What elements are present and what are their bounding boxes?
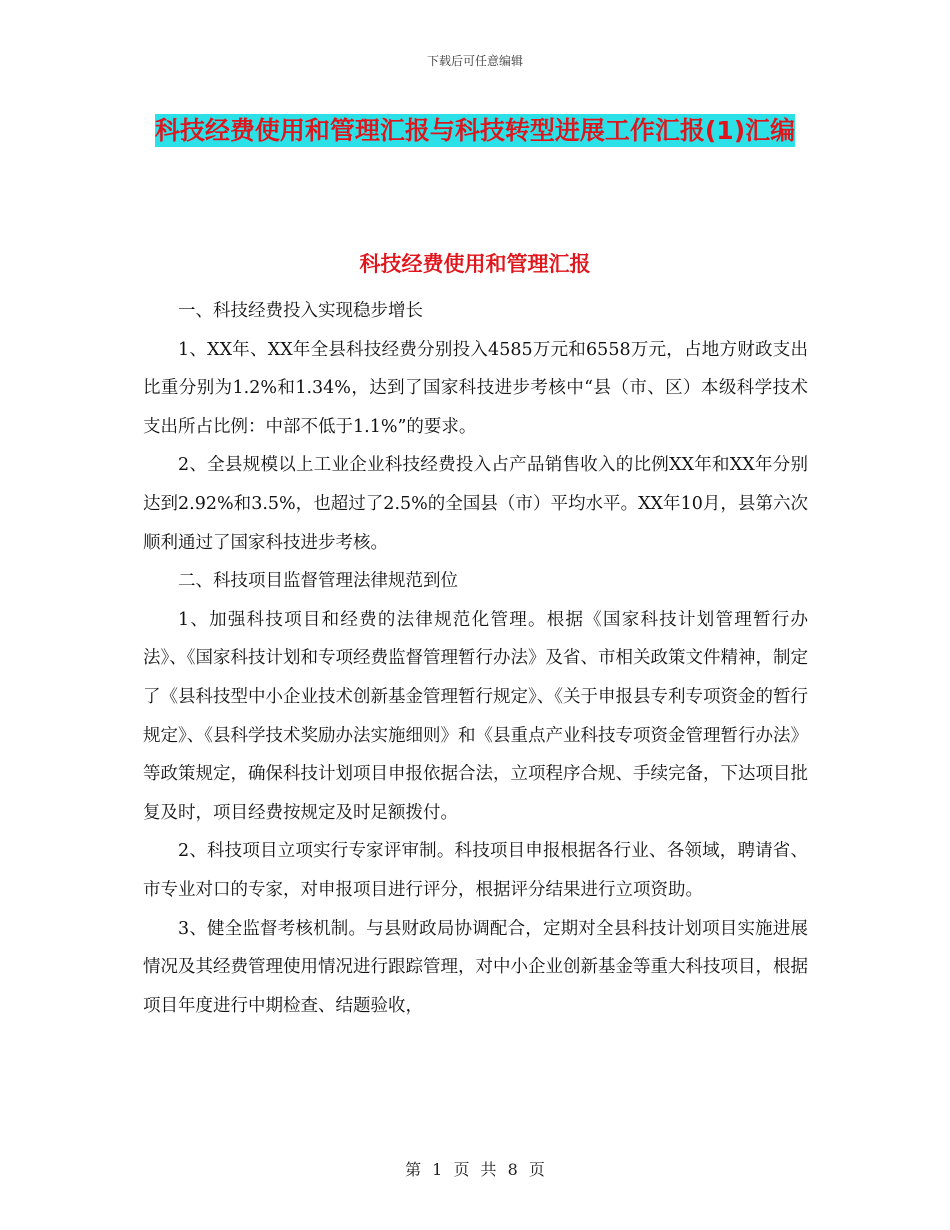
document-title-text: 科技经费使用和管理汇报与科技转型进展工作汇报(1)汇编	[154, 116, 796, 145]
document-title	[140, 108, 810, 154]
page-number-footer: 第 1 页 共 8 页	[405, 1160, 545, 1179]
document-body	[143, 292, 808, 1025]
paragraph: 2、全县规模以上工业企业科技经费投入占产品销售收入的比例XX年和XX年分别达到2.92%和3.5%，也超过了2.5%的全国县（市）平均水平。XX年10月，县第六次顺利通过了国家科技进步考核。	[143, 455, 808, 553]
header-note: 下载后可任意编辑	[426, 54, 523, 68]
paragraph: 1、加强科技项目和经费的法律规范化管理。根据《国家科技计划管理暂行办法》、《国家科技计划和专项经费监督管理暂行办法》及省、市相关政策文件精神，制定了《县科技型中小企业技术创新基金管理暂行规定》、《关于申报县专利专项资金的暂行规定》、《县科学技术奖励办法实施细则》和《县重点产业科技专项资金管理暂行办法》等政策规定，确保科技计划项目申报依据合法，立项程序合规、手续完备，下达项目批复及时，项目经费按规定及时足额拨付。	[143, 609, 808, 823]
paragraph: 1、XX年、XX年全县科技经费分别投入4585万元和6558万元，占地方财政支出比重分别为1.2%和1.34%，达到了国家科技进步考核中“县（市、区）本级科学技术支出所占比例：中部不低于1.1%”的要求。	[143, 339, 808, 437]
paragraph: 一、科技经费投入实现稳步增长	[178, 301, 423, 321]
paragraph: 3、健全监督考核机制。与县财政局协调配合，定期对全县科技计划项目实施进展情况及其经费管理使用情况进行跟踪管理，对中小企业创新基金等重大科技项目，根据项目年度进行中期检查、结题验收，	[143, 918, 808, 1016]
paragraph: 二、科技项目监督管理法律规范到位	[178, 571, 458, 592]
section-title: 科技经费使用和管理汇报	[359, 252, 591, 276]
paragraph: 2、科技项目立项实行专家评审制。科技项目申报根据各行业、各领域，聘请省、市专业对口的专家，对申报项目进行评分，根据评分结果进行立项资助。	[143, 841, 808, 900]
